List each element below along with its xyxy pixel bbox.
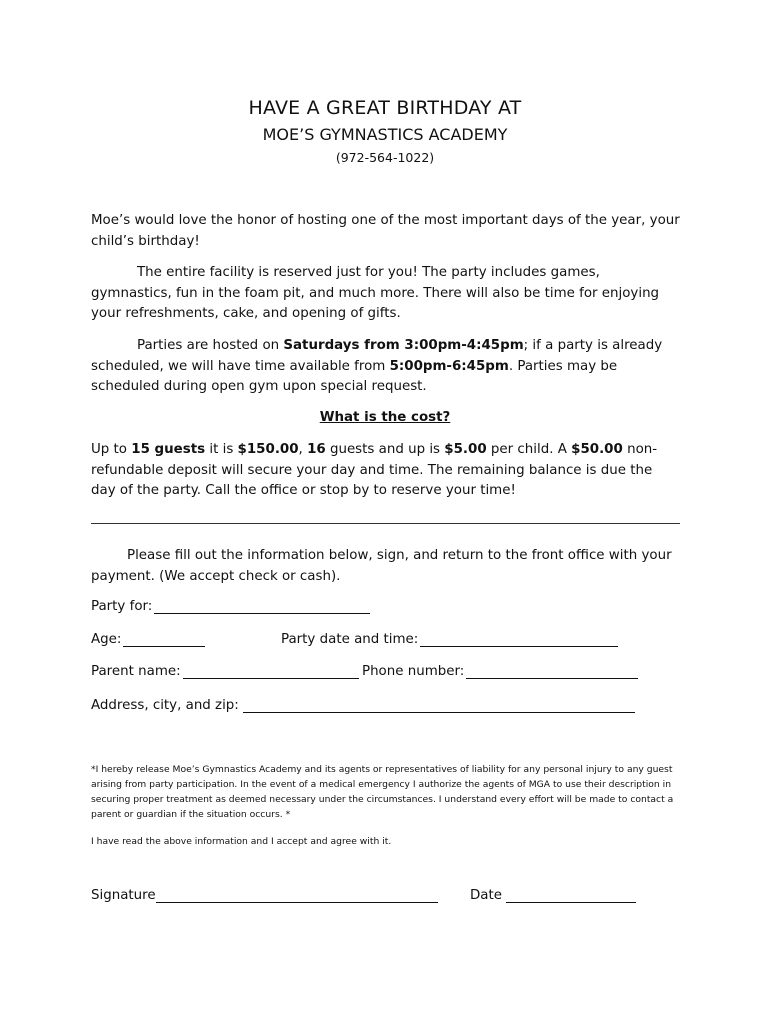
base-price: $150.00 [237,442,299,457]
date-label: Date [470,888,503,903]
title-line-1: HAVE A GREAT BIRTHDAY AT [248,97,522,119]
cost-text: per child. A [486,442,572,457]
signature-label: Signature [91,888,156,903]
facility-paragraph: The entire facility is reserved just for you! The party includes games, gymnastics, fun in the foam pit, and much more. There will also be time for enjoying your refreshments, cake, and opening of gifts. [91,265,660,321]
alternate-hours: 5:00pm-6:45pm [389,358,509,374]
schedule-paragraph [91,336,681,398]
title-line-2: MOE’S GYMNASTICS ACADEMY [262,125,508,144]
intro-paragraph: Moe’s would love the honor of hosting one of the most important days of the year, your child’s birthday! [91,213,680,249]
party-date-input[interactable] [420,633,618,647]
signature-input[interactable] [156,889,438,903]
phone-number-input[interactable] [466,665,638,679]
age-input[interactable] [123,633,205,647]
parent-name-input[interactable] [183,665,359,679]
date-input[interactable] [506,889,636,903]
cost-text: it is [205,442,238,457]
phone-number-label: Phone number: [362,664,465,679]
cost-text: , [298,442,308,457]
deposit-amount: $50.00 [571,442,623,457]
address-field [91,698,635,713]
form-instructions: Please fill out the information below, sign, and return to the front office with your payment. (We accept check or cash). [91,548,672,584]
phone-number: (972-564-1022) [335,150,435,165]
extra-guest-threshold: 16 [307,442,326,457]
cost-paragraph [91,440,681,502]
date-field [470,888,636,903]
phone-number-field [362,664,638,679]
cost-text: Up to [91,442,132,457]
party-for-label: Party for: [91,599,153,614]
party-date-field [281,632,618,647]
cost-text: non-refundable deposit will secure your day and time. The remaining balance is due the day of the party. Call the office or stop by to reserve your time! [91,442,658,498]
cost-heading: What is the cost? [319,410,451,425]
parent-name-label: Parent name: [91,664,181,679]
per-child-price: $5.00 [444,442,487,457]
section-divider [91,523,680,524]
schedule-text-a: Parties are hosted on [137,338,284,353]
guest-limit: 15 guests [131,442,206,457]
cost-text: guests and up is [325,442,445,457]
liability-release-text: *I hereby release Moe’s Gymnastics Academy and its agents or representatives of liability for any personal injury to any guest arising from party participation. In the event of a medical emergency I authorize the agents of MGA to use their description in securing proper treatment as deemed necessary under the circumstances. I understand every effort will be made to contact a parent or guardian if the situation occurs. * [91,764,674,820]
age-label: Age: [91,632,122,647]
agreement-text: I have read the above information and I accept and agree with it. [91,836,392,847]
saturday-hours: Saturdays from 3:00pm-4:45pm [283,338,524,353]
schedule-text-c: ; if a party is already scheduled, we will have time available from [91,338,663,374]
parent-name-field [91,664,359,679]
signature-field [91,888,438,903]
address-input[interactable] [243,699,635,713]
party-for-input[interactable] [154,600,370,614]
party-for-field [91,599,370,614]
party-date-label: Party date and time: [281,632,419,647]
address-label: Address, city, and zip: [91,698,239,713]
schedule-text-e: . Parties may be scheduled during open gym upon special request. [91,358,618,394]
age-field [91,632,205,647]
